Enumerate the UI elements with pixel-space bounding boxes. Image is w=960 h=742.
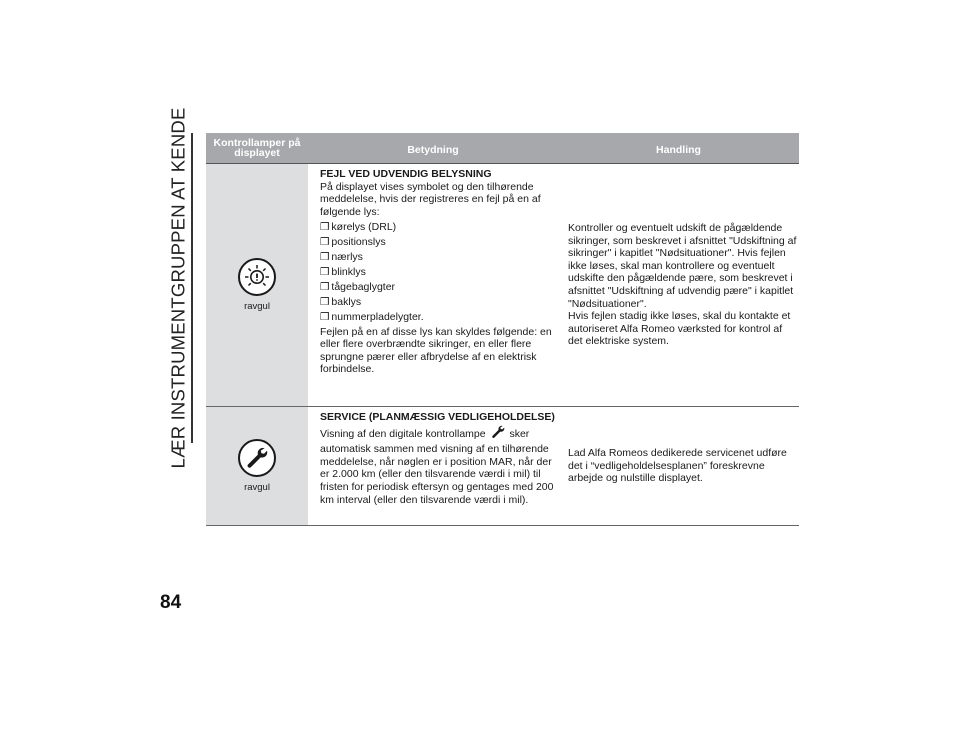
bullet-text: blinklys <box>331 265 366 278</box>
bullet-glyph: ❒ <box>320 220 330 233</box>
bullet-text: nærlys <box>331 250 363 263</box>
bullet-text: nummerpladelygter. <box>331 310 424 323</box>
table-row <box>206 407 799 526</box>
bullet-glyph: ❒ <box>320 295 330 308</box>
icon-cell <box>206 164 308 406</box>
wrench-inline-icon <box>489 424 507 444</box>
header-action: Handling <box>656 143 701 156</box>
header-warning-lights: Kontrollamper på displayet <box>213 137 301 159</box>
bullet-glyph: ❒ <box>320 235 330 248</box>
bullet-text: tågebaglygter <box>331 280 396 293</box>
warning-title: FEJL VED UDVENDIG BELYSNING <box>320 168 492 180</box>
table-row <box>206 164 799 407</box>
bullet-text: positionslys <box>331 235 386 248</box>
action-text: Lad Alfa Romeos dedikerede servicenet udføre det i “vedligeholdelsesplanen” foreskrevne arbejde og nulstille displayet. <box>568 447 787 485</box>
exterior-light-fault-icon <box>238 258 276 296</box>
action-cell <box>558 407 799 525</box>
text-before-icon: Visning af den digitale kontrollampe <box>320 427 486 440</box>
action-cell <box>558 164 799 406</box>
list-item <box>320 311 558 324</box>
list-item <box>320 281 558 294</box>
chapter-title-text: LÆR INSTRUMENTGRUPPEN AT KENDE <box>167 107 189 469</box>
icon-color-label: ravgul <box>244 301 270 312</box>
icon-cell <box>206 407 308 525</box>
list-item <box>320 236 558 249</box>
meaning-cell <box>308 407 558 525</box>
warning-lights-table <box>206 133 799 526</box>
chapter-side-title <box>162 107 194 469</box>
chapter-side-rule <box>191 133 193 443</box>
header-meaning: Betydning <box>407 143 459 156</box>
warning-description <box>320 424 558 507</box>
list-item <box>320 296 558 309</box>
bullet-glyph: ❒ <box>320 250 330 263</box>
warning-intro: På displayet vises symbolet og den tilhørende meddelelse, hvis der registreres en fejl på en af følgende lys: <box>320 180 541 218</box>
table-header <box>206 133 799 164</box>
wrench-service-icon <box>238 439 276 477</box>
warning-outro: Fejlen på en af disse lys kan skyldes følgende: en eller flere overbrændte sikringer, en eller flere sprungne pærer eller afbrydelse af en elektrisk forbindelse. <box>320 325 552 376</box>
text-after-icon: sker automatisk sammen med visning af en tilhørende meddelelse, når nøglen er i position MAR, når der er 2.000 km (eller den tilsvarende værdi i mil) til fristen for periodisk eftersyn og gentages med 200 km interval (eller den tilsvarende værdi i mil). <box>320 427 554 506</box>
bullet-text: baklys <box>331 295 362 308</box>
page-number: 84 <box>160 592 182 613</box>
bullet-glyph: ❒ <box>320 280 330 293</box>
icon-color-label: ravgul <box>244 482 270 493</box>
bullet-glyph: ❒ <box>320 310 330 323</box>
action-text: Kontroller og eventuelt udskift de pågældende sikringer, som beskrevet i afsnittet "Udskiftning af sikringer" i kapitlet "Nødsituationer". Hvis fejlen ikke løses, skal man kontrollere og eventuelt udskifte den pågældende pære, som beskrevet i afsnittet "Udskiftning af udvendig pære" i kapitlet "Nødsituationer". Hvis fejlen stadig ikke løses, skal du kontakte et autoriseret Alfa Romeo værksted for kontrol af det elektriske system. <box>568 222 797 348</box>
list-item <box>320 251 558 264</box>
meaning-cell <box>308 164 558 406</box>
list-item <box>320 221 558 234</box>
warning-title: SERVICE (PLANMÆSSIG VEDLIGEHOLDELSE) <box>320 411 555 423</box>
bullet-glyph: ❒ <box>320 265 330 278</box>
bullet-text: kørelys (DRL) <box>331 220 397 233</box>
list-item <box>320 266 558 279</box>
